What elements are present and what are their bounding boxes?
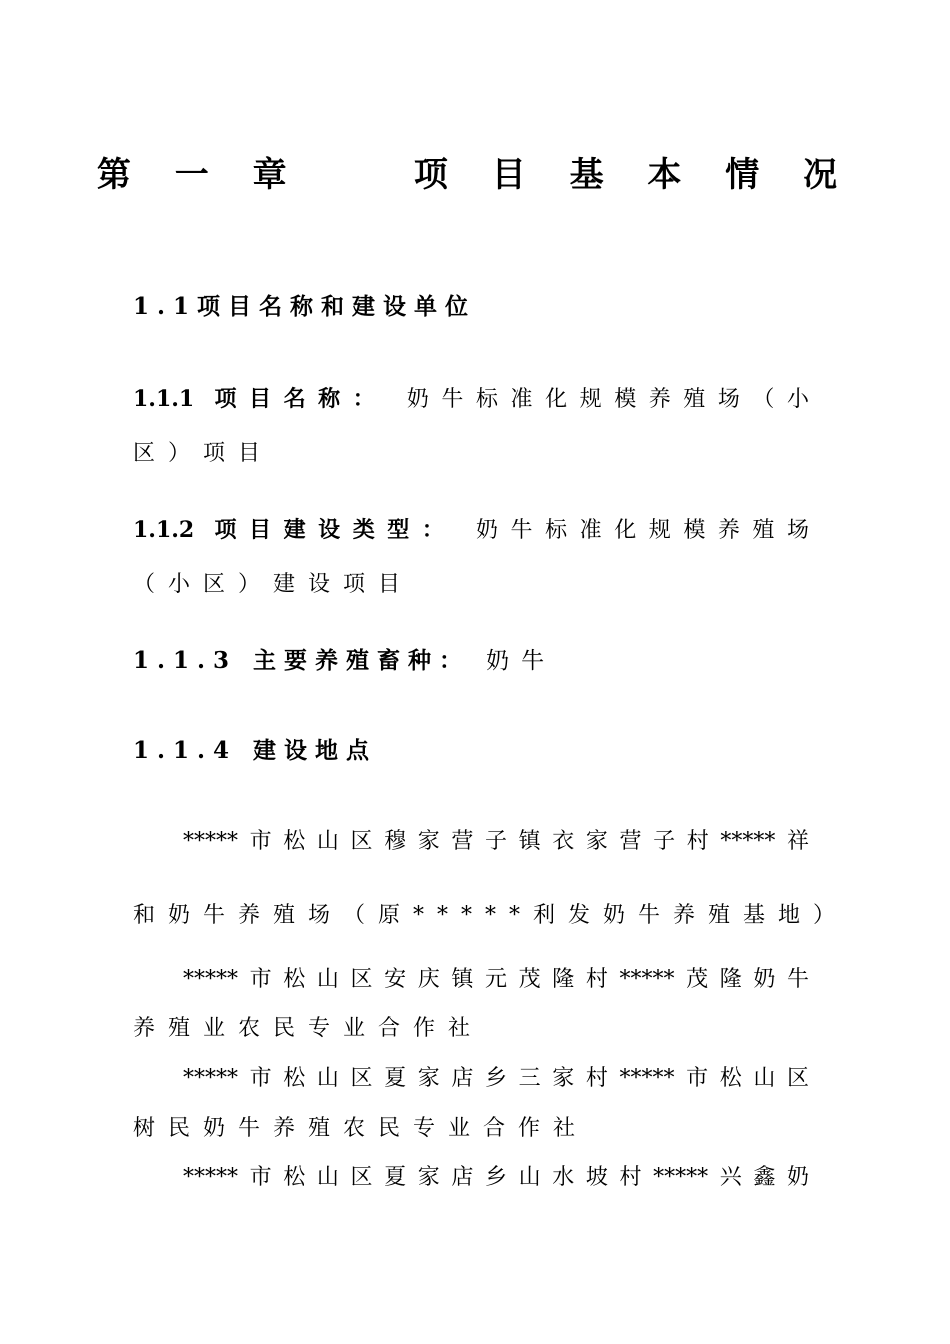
item-1-1-3-label: 1.1.3 主要养殖畜种： [133, 647, 471, 674]
item-1-1-2-line2: （小区）建设项目 [133, 572, 414, 597]
location-3-line1: *****市松山区夏家店乡三家村*****市松山区 [183, 1066, 809, 1091]
item-1-1-1-line1 [133, 382, 809, 416]
item-1-1-4-heading: 1.1.4 建设地点 [133, 737, 378, 764]
location-4-line1: *****市松山区夏家店乡山水坡村*****兴鑫奶 [183, 1165, 809, 1190]
location-1-line2: 和奶牛养殖场（原*****利发奶牛养殖基地） [133, 903, 849, 928]
item-1-1-1-value: 奶牛标准化规模养殖场（小 [406, 387, 809, 412]
item-1-1-3 [133, 644, 556, 678]
chapter-title: 第 一 章 项 目 基 本 情 况 [96, 155, 854, 195]
item-1-1-1-line2: 区）项目 [133, 441, 274, 466]
location-1-line1: *****市松山区穆家营子镇衣家营子村*****祥 [183, 829, 809, 854]
location-2-line2: 养殖业农民专业合作社 [133, 1016, 484, 1041]
item-1-1-1-label: 1.1.1 项目名称： [133, 386, 388, 412]
section-heading-1-1: 1.1项目名称和建设单位 [133, 293, 477, 320]
item-1-1-2-line1 [133, 513, 809, 547]
item-1-1-2-label: 1.1.2 项目建设类型： [133, 517, 457, 543]
item-1-1-2-value: 奶牛标准化规模养殖场 [475, 518, 809, 543]
item-1-1-3-value: 奶牛 [486, 648, 557, 674]
location-3-line2: 树民奶牛养殖农民专业合作社 [133, 1116, 589, 1141]
location-2-line1: *****市松山区安庆镇元茂隆村*****茂隆奶牛 [183, 967, 809, 992]
